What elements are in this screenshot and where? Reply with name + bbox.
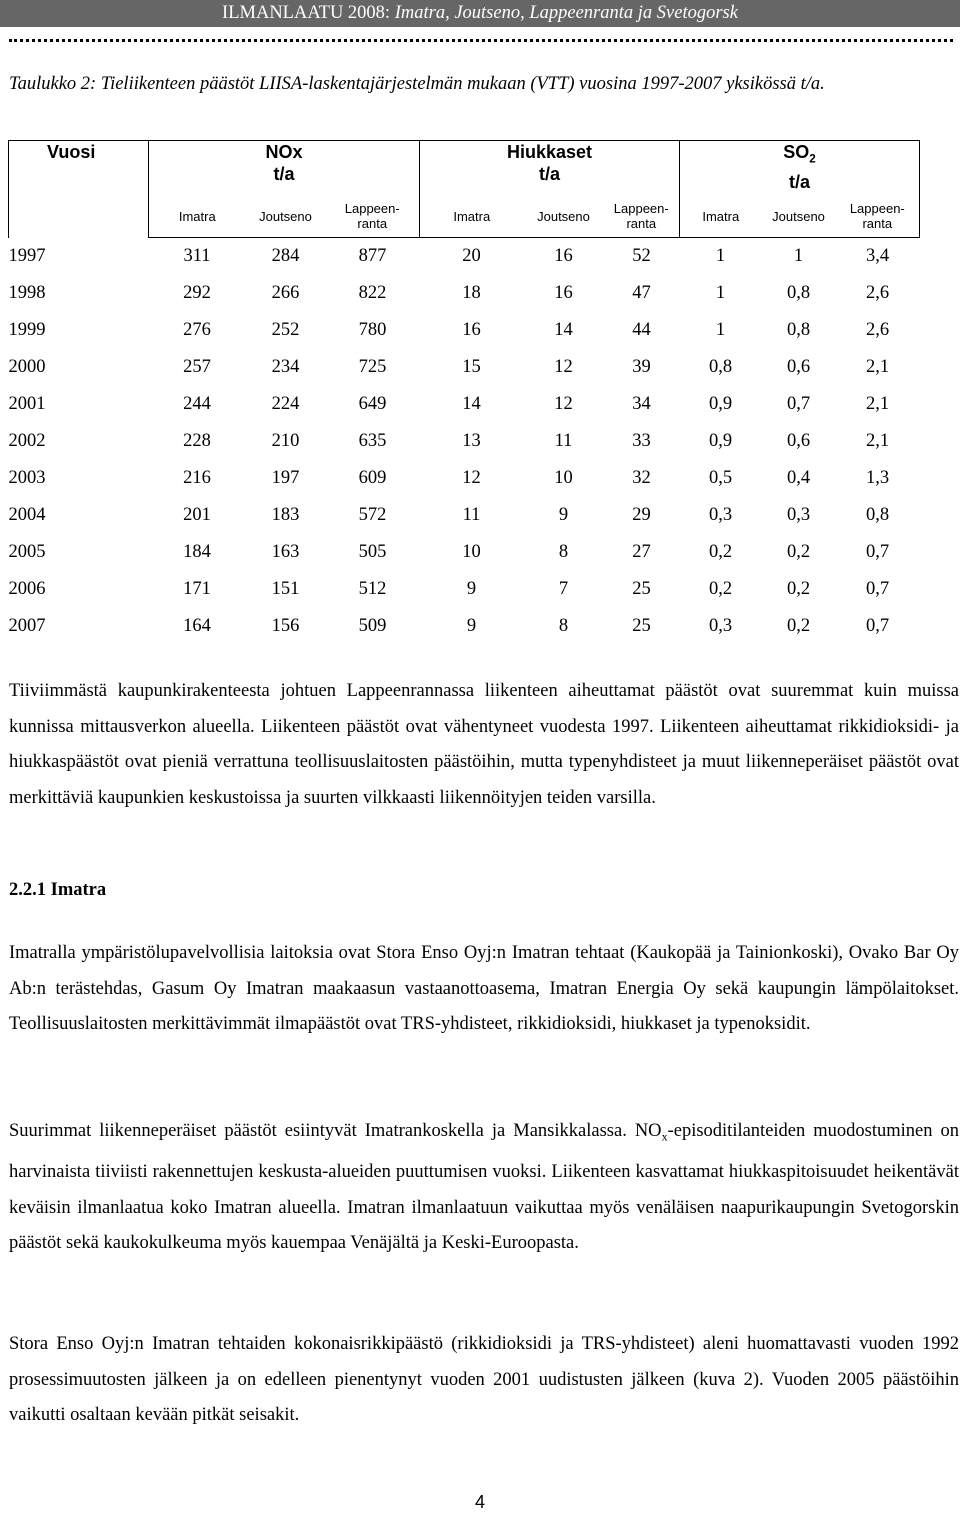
year-cell: 2006 bbox=[8, 579, 46, 599]
value-cell: 18 bbox=[462, 283, 481, 303]
value-cell: 0,8 bbox=[865, 505, 890, 525]
value-cell: 27 bbox=[632, 542, 651, 562]
value-cell: 16 bbox=[554, 246, 573, 266]
value-cell: 572 bbox=[358, 505, 387, 525]
value-cell: 34 bbox=[632, 394, 651, 414]
value-cell: 0,3 bbox=[708, 505, 733, 525]
table-row bbox=[9, 275, 920, 312]
table-row bbox=[9, 312, 920, 349]
group-title: Hiukkaset bbox=[506, 142, 593, 162]
value-cell: 171 bbox=[183, 579, 211, 599]
year-cell: 2001 bbox=[8, 394, 46, 414]
sub-header-imatra: Imatra bbox=[420, 195, 524, 238]
value-cell: 2,1 bbox=[865, 431, 890, 451]
value-cell: 0,7 bbox=[865, 542, 890, 562]
page-number: 4 bbox=[474, 1492, 485, 1512]
value-cell: 292 bbox=[183, 283, 211, 303]
value-cell: 201 bbox=[183, 505, 211, 525]
paragraph-imatra-traffic: Suurimmat liikenneperäiset päästöt esiintyvät Imatrankoskella ja Mansikkalassa. $NO_x$-episoditilanteiden muodostuminen on harvinaista tiiviisti rakennettujen keskusta-alueiden puuttumisen vuoksi. Liikenteen kasvattamat hiukkaspitoisuudet heikentävät keväisin ilmanlaatua koko Imatran alueella. Imatran ilmanlaatuun vaikuttaa myös venäläisen naapurikaupungin Svetogorskin päästöt sekä kaukokulkeuma myös kauempaa Venäjältä ja Keski-Euroopasta. bbox=[9, 1121, 960, 1254]
value-cell: 1,3 bbox=[865, 468, 890, 488]
value-cell: 10 bbox=[462, 542, 481, 562]
table-row bbox=[9, 423, 920, 460]
header-title: Imatra, Joutseno, Lappeenranta ja Svetogorsk bbox=[394, 3, 738, 23]
sub-header-lappeenranta bbox=[836, 195, 920, 238]
table-row bbox=[9, 608, 920, 645]
group-title: $SO_2$ bbox=[783, 142, 816, 166]
sub-header-joutseno: Joutseno bbox=[246, 195, 326, 238]
section-heading: 2.2.1 Imatra bbox=[9, 880, 107, 900]
year-cell: 2000 bbox=[8, 357, 46, 377]
year-column-header: Vuosi bbox=[9, 141, 149, 238]
table-row bbox=[9, 460, 920, 497]
value-cell: 0,8 bbox=[786, 283, 811, 303]
value-cell: 0,2 bbox=[786, 542, 811, 562]
value-cell: 163 bbox=[271, 542, 300, 562]
value-cell: 47 bbox=[632, 283, 651, 303]
value-cell: 15 bbox=[462, 357, 481, 377]
group-header-nox bbox=[149, 141, 420, 196]
year-cell: 2004 bbox=[8, 505, 46, 525]
value-cell: 11 bbox=[554, 431, 573, 451]
value-cell: 244 bbox=[183, 394, 211, 414]
group-unit: t/a bbox=[789, 171, 811, 192]
sub-header-imatra: Imatra bbox=[680, 195, 762, 238]
group-title: NOx bbox=[265, 142, 303, 162]
value-cell: 0,8 bbox=[786, 320, 811, 340]
value-cell: 725 bbox=[358, 357, 387, 377]
table-group-header-row bbox=[9, 141, 920, 196]
value-cell: 9 bbox=[466, 579, 477, 599]
value-cell: 1 bbox=[715, 283, 726, 303]
value-cell: 0,8 bbox=[708, 357, 733, 377]
value-cell: 7 bbox=[558, 579, 569, 599]
table-row bbox=[9, 497, 920, 534]
value-cell: 228 bbox=[183, 431, 211, 451]
value-cell: 1 bbox=[715, 320, 726, 340]
value-cell: 3,4 bbox=[865, 246, 890, 266]
value-cell: 210 bbox=[271, 431, 300, 451]
group-unit: t/a bbox=[273, 164, 295, 184]
value-cell: 505 bbox=[358, 542, 387, 562]
value-cell: 2,6 bbox=[865, 320, 890, 340]
value-cell: 822 bbox=[358, 283, 387, 303]
value-cell: 0,7 bbox=[786, 394, 811, 414]
value-cell: 0,2 bbox=[786, 579, 811, 599]
table-body bbox=[9, 238, 920, 646]
value-cell: 609 bbox=[358, 468, 387, 488]
value-cell: 0,7 bbox=[865, 616, 890, 636]
sub-header-imatra: Imatra bbox=[149, 195, 246, 238]
value-cell: 184 bbox=[183, 542, 211, 562]
value-cell: 16 bbox=[554, 283, 573, 303]
sub-header-line: Lappeen- bbox=[344, 201, 400, 216]
value-cell: 877 bbox=[358, 246, 387, 266]
sub-header-line: ranta bbox=[357, 216, 388, 231]
value-cell: 2,1 bbox=[865, 357, 890, 377]
value-cell: 33 bbox=[632, 431, 651, 451]
value-cell: 0,3 bbox=[786, 505, 811, 525]
paragraph-traffic-emissions: Tiiviimmästä kaupunkirakenteesta johtuen Lappeenrannassa liikenteen aiheuttamat päästöt ovat suuremmat kuin muissa kunnissa mittausverkon alueella. Liikenteen päästöt ovat vähentyneet vuodesta 1997. Liikenteen aiheuttamat rikkidioksidi- ja hiukkaspäästöt ovat pieniä verrattuna teollisuuslaitosten päästöihin, mutta typenyhdisteet ja muut liikenneperäiset päästöt ovat merkittäviä kaupunkien keskustoissa ja suurten vilkkaasti liikennöityjen teiden varsilla. bbox=[9, 681, 959, 808]
value-cell: 11 bbox=[462, 505, 481, 525]
paragraph-permit-facilities: Imatralla ympäristölupavelvollisia laitoksia ovat Stora Enso Oyj:n Imatran tehtaat (Kaukopää ja Tainionkoski), Ovako Bar Oy Ab:n terästehdas, Gasum Oy Imatran maakaasun vastaanottoasema, Imatran Energia Oy sekä kaupungin lämpölaitokset. Teollisuuslaitosten merkittävimmät ilmapäästöt ovat TRS-yhdisteet, rikkidioksidi, hiukkaset ja typenoksidit. bbox=[9, 943, 959, 1034]
year-cell: 1997 bbox=[8, 245, 46, 266]
table-row bbox=[9, 534, 920, 571]
value-cell: 10 bbox=[554, 468, 573, 488]
value-cell: 9 bbox=[558, 505, 569, 525]
value-cell: 0,6 bbox=[786, 431, 811, 451]
value-cell: 14 bbox=[554, 320, 573, 340]
value-cell: 13 bbox=[462, 431, 481, 451]
value-cell: 0,5 bbox=[708, 468, 733, 488]
value-cell: 12 bbox=[462, 468, 481, 488]
group-header-so2 bbox=[680, 141, 920, 196]
value-cell: 635 bbox=[358, 431, 387, 451]
sub-header-lappeenranta bbox=[604, 195, 680, 238]
table-row bbox=[9, 571, 920, 608]
value-cell: 252 bbox=[271, 320, 300, 340]
value-cell: 164 bbox=[183, 616, 211, 636]
value-cell: 156 bbox=[271, 616, 300, 636]
value-cell: 20 bbox=[462, 246, 481, 266]
sub-header-line: ranta bbox=[862, 216, 893, 231]
table-row bbox=[9, 349, 920, 386]
year-cell: 2007 bbox=[8, 616, 46, 636]
value-cell: 14 bbox=[462, 394, 481, 414]
sub-header-line: Lappeen- bbox=[849, 201, 905, 216]
value-cell: 12 bbox=[554, 394, 573, 414]
value-cell: 39 bbox=[632, 357, 651, 377]
value-cell: 0,7 bbox=[865, 579, 890, 599]
value-cell: 197 bbox=[271, 468, 300, 488]
value-cell: 266 bbox=[271, 283, 300, 303]
value-cell: 257 bbox=[183, 357, 211, 377]
value-cell: 16 bbox=[462, 320, 481, 340]
value-cell: 32 bbox=[632, 468, 651, 488]
value-cell: 780 bbox=[358, 320, 387, 340]
value-cell: 12 bbox=[554, 357, 573, 377]
value-cell: 25 bbox=[632, 616, 651, 636]
value-cell: 8 bbox=[558, 616, 569, 636]
value-cell: 276 bbox=[183, 320, 211, 340]
sub-header-line: Lappeen- bbox=[613, 201, 669, 216]
value-cell: 183 bbox=[271, 505, 300, 525]
value-cell: 2,6 bbox=[865, 283, 890, 303]
header-prefix: ILMANLAATU 2008: bbox=[222, 3, 395, 23]
value-cell: 0,4 bbox=[786, 468, 811, 488]
sub-header-joutseno: Joutseno bbox=[762, 195, 836, 238]
value-cell: 29 bbox=[632, 505, 651, 525]
year-cell: 2003 bbox=[8, 468, 46, 488]
sub-header-line: ranta bbox=[626, 216, 657, 231]
year-cell: 2002 bbox=[8, 431, 46, 451]
value-cell: 284 bbox=[271, 246, 300, 266]
value-cell: 512 bbox=[358, 579, 387, 599]
value-cell: 0,3 bbox=[708, 616, 733, 636]
value-cell: 216 bbox=[183, 468, 211, 488]
value-cell: 1 bbox=[793, 246, 804, 266]
value-cell: 0,9 bbox=[708, 394, 733, 414]
value-cell: 0,2 bbox=[708, 542, 733, 562]
sub-header-lappeenranta bbox=[326, 195, 420, 238]
value-cell: 649 bbox=[358, 394, 387, 414]
year-cell: 2005 bbox=[8, 542, 46, 562]
year-cell: 1999 bbox=[8, 320, 46, 340]
table-caption: Taulukko 2: Tieliikenteen päästöt LIISA-laskentajärjestelmän mukaan (VTT) vuosina 1997-2007 yksikössä t/a. bbox=[9, 74, 825, 94]
value-cell: 9 bbox=[466, 616, 477, 636]
value-cell: 234 bbox=[271, 357, 300, 377]
value-cell: 0,9 bbox=[708, 431, 733, 451]
page-header bbox=[0, 0, 960, 27]
year-cell: 1998 bbox=[8, 283, 46, 303]
value-cell: 509 bbox=[358, 616, 387, 636]
value-cell: 151 bbox=[271, 579, 300, 599]
value-cell: 0,2 bbox=[786, 616, 811, 636]
value-cell: 25 bbox=[632, 579, 651, 599]
group-unit: t/a bbox=[539, 164, 561, 184]
value-cell: 1 bbox=[715, 246, 726, 266]
emissions-table bbox=[8, 140, 920, 645]
value-cell: 44 bbox=[632, 320, 651, 340]
value-cell: 52 bbox=[632, 246, 651, 266]
value-cell: 311 bbox=[183, 246, 211, 266]
value-cell: 0,6 bbox=[786, 357, 811, 377]
value-cell: 8 bbox=[558, 542, 569, 562]
value-cell: 0,2 bbox=[708, 579, 733, 599]
value-cell: 2,1 bbox=[865, 394, 890, 414]
paragraph-stora-enso-sulphur: Stora Enso Oyj:n Imatran tehtaiden kokonaisrikkipäästö (rikkidioksidi ja TRS-yhdisteet) aleni huomattavasti vuoden 1992 prosessimuutosten jälkeen ja on edelleen pienentynyt vuoden 2001 uudistusten jälkeen (kuva 2). Vuoden 2005 päästöihin vaikutti osaltaan kevään pitkät seisakit. bbox=[9, 1334, 959, 1425]
table-row bbox=[9, 238, 920, 276]
value-cell: 224 bbox=[271, 394, 300, 414]
table-row bbox=[9, 386, 920, 423]
header-dotted-rule bbox=[9, 39, 953, 42]
sub-header-joutseno: Joutseno bbox=[524, 195, 604, 238]
group-header-hiukkaset bbox=[420, 141, 680, 196]
